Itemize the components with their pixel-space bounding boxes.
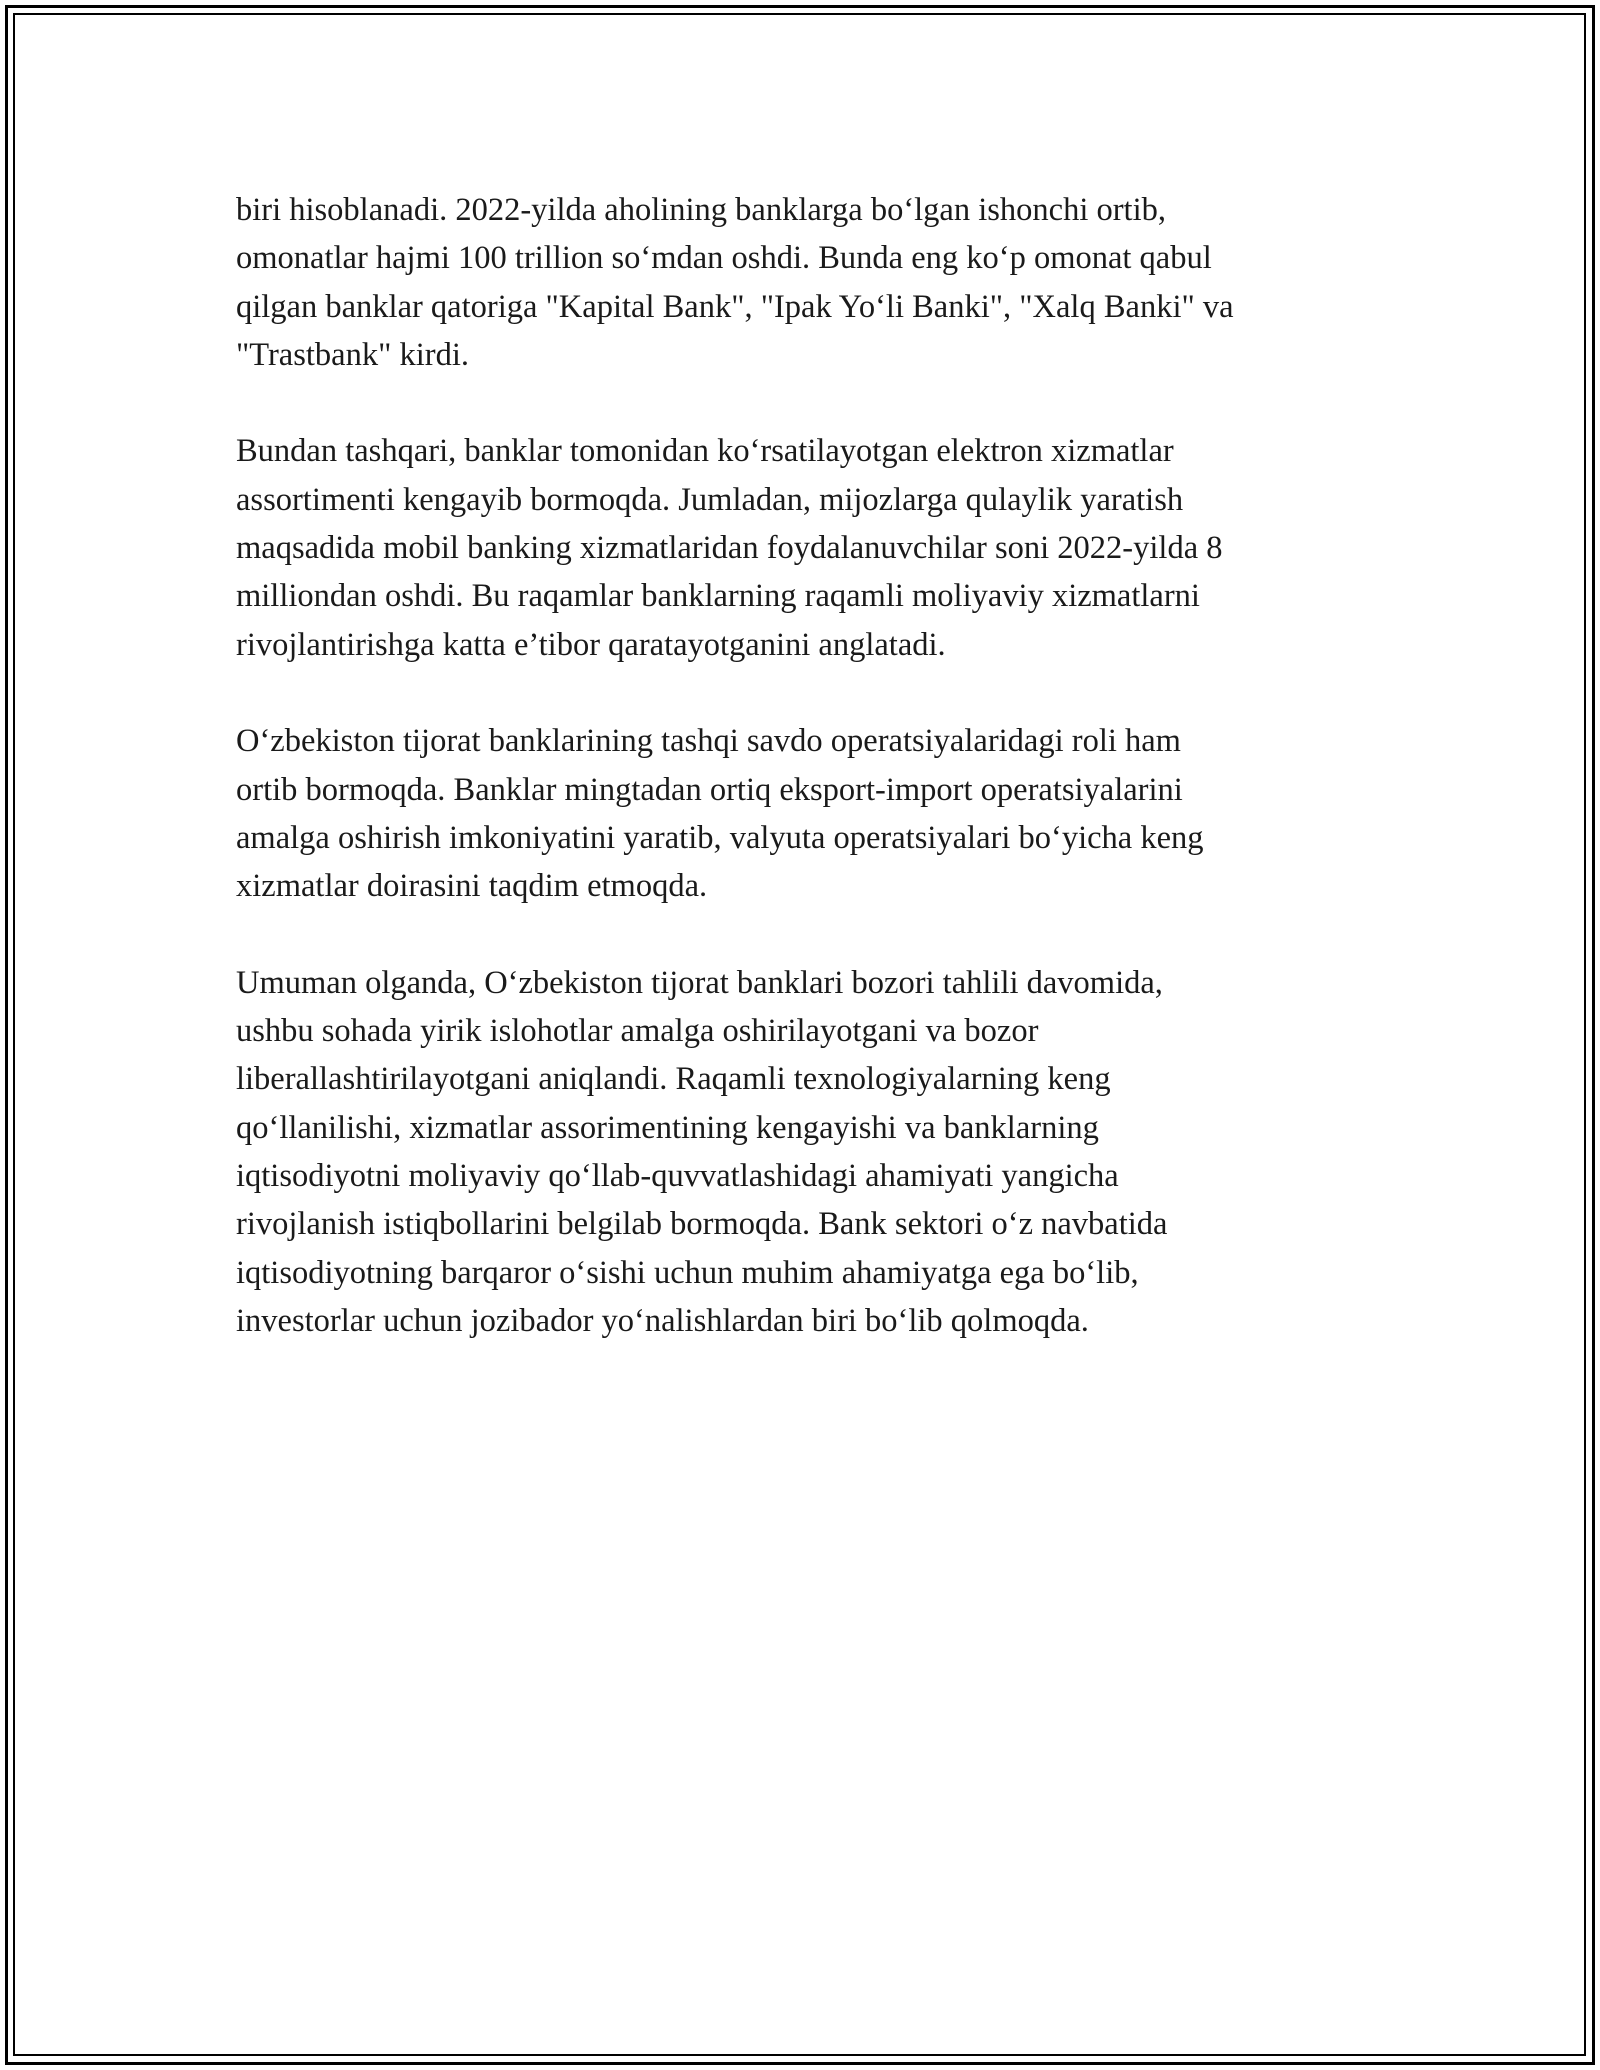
text-line: O‘zbekiston tijorat banklarining tashqi savdo operatsiyalaridagi roli ham: [236, 723, 1181, 760]
paragraph-4: [236, 959, 1386, 1345]
text-line: ushbu sohada yirik islohotlar amalga oshirilayotgani va bozor: [236, 1013, 1039, 1050]
text-line: rivojlantirishga katta e’tibor qaratayotganini anglatadi.: [236, 626, 946, 663]
text-line: amalga oshirish imkoniyatini yaratib, valyuta operatsiyalari bo‘yicha keng: [236, 819, 1204, 856]
text-line: "Trastbank" kirdi.: [236, 336, 469, 373]
text-line: iqtisodiyotni moliyaviy qo‘llab-quvvatlashidagi ahamiyati yangicha: [236, 1157, 1119, 1194]
text-line: Bundan tashqari, banklar tomonidan ko‘rsatilayotgan elektron xizmatlar: [236, 433, 1174, 470]
text-line: milliondan oshdi. Bu raqamlar banklarning raqamli moliyaviy xizmatlarni: [236, 578, 1200, 615]
paragraph-1: [236, 186, 1386, 379]
paragraph-2: [236, 427, 1386, 668]
text-line: maqsadida mobil banking xizmatlaridan foydalanuvchilar soni 2022-yilda 8: [236, 530, 1223, 567]
text-line: biri hisoblanadi. 2022-yilda aholining banklarga bo‘lgan ishonchi ortib,: [236, 192, 1166, 228]
text-line: investorlar uchun jozibador yo‘nalishlardan biri bo‘lib qolmoqda.: [236, 1302, 1089, 1339]
text-line: assortimenti kengayib bormoqda. Jumladan, mijozlarga qulaylik yaratish: [236, 481, 1184, 518]
document-body: [236, 186, 1386, 1393]
text-line: ortib bormoqda. Banklar mingtadan ortiq eksport-import operatsiyalarini: [236, 771, 1183, 808]
text-line: rivojlanish istiqbollarini belgilab bormoqda. Bank sektori o‘z navbatida: [236, 1206, 1168, 1243]
paragraph-3: [236, 717, 1386, 910]
text-line: omonatlar hajmi 100 trillion so‘mdan oshdi. Bunda eng ko‘p omonat qabul: [236, 240, 1212, 277]
text-line: iqtisodiyotning barqaror o‘sishi uchun muhim ahamiyatga ega bo‘lib,: [236, 1254, 1139, 1291]
text-line: xizmatlar doirasini taqdim etmoqda.: [236, 868, 708, 905]
text-line: Umuman olganda, O‘zbekiston tijorat banklari bozori tahlili davomida,: [236, 964, 1163, 1001]
text-line: qilgan banklar qatoriga "Kapital Bank", "Ipak Yo‘li Banki", "Xalq Banki" va: [236, 288, 1234, 325]
text-line: liberallashtirilayotgani aniqlandi. Raqamli texnologiyalarning keng: [236, 1061, 1111, 1098]
text-line: qo‘llanilishi, xizmatlar assorimentining kengayishi va banklarning: [236, 1109, 1099, 1146]
